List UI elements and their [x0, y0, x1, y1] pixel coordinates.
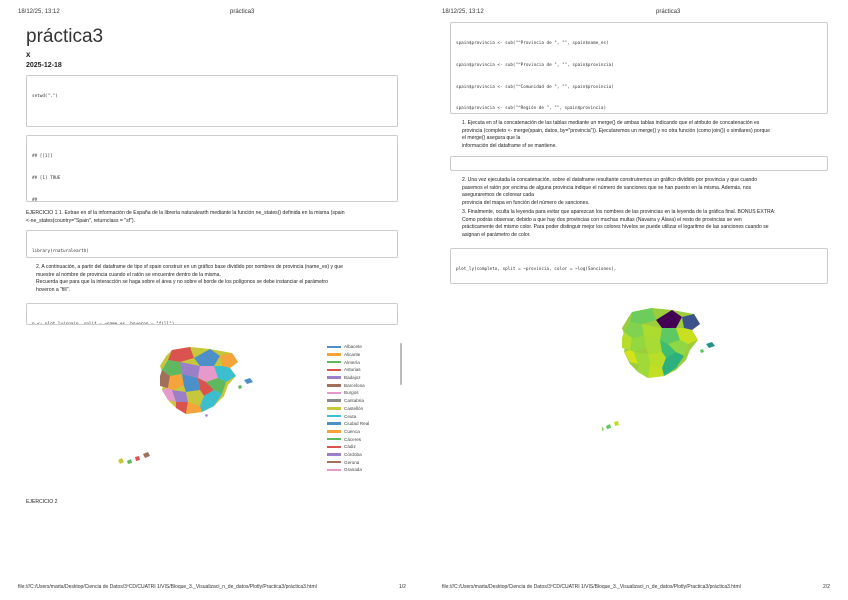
canary-islands: [602, 421, 619, 432]
text-line: provincia del mapa en función del número de sanciones.: [462, 199, 590, 206]
text-line: muestre al nombre de provincia cuando el ratón se encuentre dentro de la misma.: [36, 271, 221, 278]
legend-swatch: [327, 422, 341, 425]
text-line: pasemos el ratón por encima de alguna provincia indique el número de sanciones que se han puesto en la misma. Además, nos: [462, 184, 752, 191]
text-line: Como podrás observar, debido a que hay dos provincias con muchas multas (Navarra y Álava) el resto de provincias se ven: [462, 216, 742, 223]
legend-swatch: [327, 353, 341, 356]
text-line: 1. Ejecuta en sf la concatenación de las tablas mediante un merge() de ambas tablas indicando que el atributo de concatenación es: [462, 120, 760, 126]
legend-swatch: [327, 346, 341, 349]
legend-item[interactable]: [327, 451, 397, 459]
legend-item[interactable]: [327, 366, 397, 374]
legend-swatch: [327, 446, 341, 449]
text-line: Recuerda que para que la interacción se haga sobre el área y no sobre el borde de los polígonos se debe instanciar el parámetro: [36, 279, 328, 286]
legend-label: Barcelona: [344, 382, 365, 388]
legend-swatch: [327, 453, 341, 456]
legend-item[interactable]: [327, 466, 397, 474]
code-line: setwd("."): [32, 94, 58, 100]
text-line: provincia (completo <- merge(spain, datos, by="provincia")). Ejecutaremos un merge() y no otra función (como join()) o similares) porque: [462, 127, 770, 134]
legend-swatch: [327, 369, 341, 372]
text-line: hoveron a "fill".: [36, 286, 70, 293]
legend-swatch: [327, 384, 341, 387]
output-block: [26, 135, 398, 202]
legend-item[interactable]: [327, 397, 397, 405]
footer-path: file:///C:/Users/marta/Desktop/Ciencia de Datos/3ºCD/CUATRI 1/VIS/Bloque_3._Visualizaci_n_de_datos/Plotly/Practica3/práctica3.html: [442, 584, 741, 590]
legend-label: Castellón: [344, 405, 364, 411]
header-datetime: 18/12/25, 13:12: [18, 9, 60, 15]
legend-label: Ciudad Real: [344, 421, 370, 427]
code-line: spain$provincia <- sub("^Provincia de ", "", spain$provincia): [456, 63, 614, 68]
balearic-islands: [700, 342, 715, 353]
output-line: ## [1] TRUE: [32, 176, 61, 181]
legend-label: Granada: [344, 467, 362, 473]
exercise2-heading: EJERCICIO 2: [26, 499, 58, 505]
text-line: 2. A continuación, a partir del dataframe de tipo sf spain construir en un gráfico base dividido por nombres de provincia (name_es) y que: [36, 264, 343, 270]
legend-label: Córdoba: [344, 451, 362, 457]
text-line: asignan el parámetro de color.: [462, 231, 531, 238]
author: x: [26, 50, 31, 59]
legend-label: Cuenca: [344, 428, 360, 434]
balearic-islands: [238, 378, 253, 389]
text-line: <-ne_states(country="Spain", returnclass = "sf").: [26, 217, 136, 224]
code-block-plotly-final: [450, 248, 828, 284]
output-line: ##: [32, 197, 38, 202]
legend-swatch: [327, 399, 341, 402]
legend-label: Cantabria: [344, 398, 364, 404]
code-block-merge: [450, 156, 828, 171]
item2-paragraph: [462, 177, 832, 207]
item1-paragraph: [462, 120, 832, 150]
page-title: práctica3: [26, 26, 104, 47]
legend-item[interactable]: [327, 405, 397, 413]
code-line: library(rnaturalearth): [32, 249, 89, 255]
legend-swatch: [327, 376, 341, 379]
legend-item[interactable]: [327, 443, 397, 451]
header-doc-name: práctica3: [656, 9, 681, 15]
legend-label: Ceuta: [344, 413, 357, 419]
output-line: ## [[1]]: [32, 154, 53, 160]
legend-label: Almería: [344, 359, 360, 365]
legend-swatch: [327, 469, 341, 472]
legend-swatch: [327, 415, 341, 418]
legend-item[interactable]: [327, 420, 397, 428]
legend-swatch: [327, 407, 341, 410]
text-line: prácticamente del mismo color. Para poder distinguir mejor los colores hívelos se puede utilizar el logaritmo de las sanciones cuando se: [462, 224, 769, 231]
legend-label: Gerona: [344, 459, 360, 465]
date: 2025-12-18: [26, 62, 62, 69]
legend-item[interactable]: [327, 351, 397, 359]
item2-paragraph: [36, 264, 406, 294]
legend-item[interactable]: [327, 458, 397, 466]
legend-scrollbar[interactable]: [400, 343, 402, 385]
header-datetime: 18/12/25, 13:12: [442, 9, 484, 15]
code-line: spain$provincia <- sub("^Comunidad de ", "", spain$provincia): [456, 84, 614, 90]
text-line: el merge() asegura que la: [462, 135, 521, 142]
spain-choropleth-map[interactable]: [602, 300, 752, 435]
legend-item[interactable]: [327, 389, 397, 397]
legend-label: Alicante: [344, 352, 361, 358]
text-line: EJERCICIO 1 1. Extrae en sf la información de España de la librería naturalearth mediante la función ne_states() definida en la misma (spain: [26, 210, 345, 216]
legend-label: Cáceres: [344, 436, 362, 442]
code-block-setup: [26, 75, 398, 127]
code-block-plotly: [26, 303, 398, 325]
code-block-naturalearth: [26, 230, 398, 258]
legend-label: Cádiz: [344, 444, 356, 450]
header-doc-name: práctica3: [230, 9, 255, 15]
legend-item[interactable]: [327, 358, 397, 366]
footer-page-number: 2/2: [823, 584, 830, 590]
code-line: p <- plot_ly(spain, split = ~name_es, hoveron = "fill"): [32, 322, 175, 325]
code-line: plot_ly(completo, split = ~provincia, color = ~log(Sanciones),: [456, 267, 617, 273]
legend-label: Asturias: [344, 367, 361, 373]
text-line: 3. Finalmente, oculta la leyenda para evitar que aparezcan los nombres de las provincias en la leyenda de la gráfica final. BONUS EXTRA:: [462, 209, 776, 215]
legend-swatch: [327, 430, 341, 433]
right-page: [424, 0, 848, 600]
text-line: información del dataframe sf se mantiene.: [462, 142, 557, 149]
legend-swatch: [327, 461, 341, 464]
province-legend[interactable]: [327, 343, 397, 475]
canary-islands: [118, 414, 208, 464]
code-line: spain$provincia <- sub("^Provincia de ", "", spain$name_es): [456, 41, 609, 47]
text-line: aseguraremos de colorear cada: [462, 192, 534, 199]
code-line: spain$provincia <- sub("^Región de ", "", spain$provincia): [456, 106, 607, 112]
legend-item[interactable]: [327, 343, 397, 351]
legend-swatch: [327, 392, 341, 395]
legend-item[interactable]: [327, 381, 397, 389]
text-line: 2. Una vez ejecutada la concatenación, sobre el dataframe resultante construiremos un gráfico dividido por provincia y que cuando: [462, 177, 758, 183]
legend-swatch: [327, 438, 341, 441]
exercise1-paragraph: [26, 210, 406, 225]
legend-item[interactable]: [327, 412, 397, 420]
spain-province-map[interactable]: [110, 340, 270, 475]
code-block-provincia-cleanup: [450, 22, 828, 114]
legend-item[interactable]: [327, 374, 397, 382]
footer-page-number: 1/2: [399, 584, 406, 590]
legend-label: Burgos: [344, 390, 359, 396]
code-line: [32, 115, 392, 122]
legend-label: Badajoz: [344, 375, 361, 381]
item3-paragraph: [462, 209, 832, 239]
footer-path: file:///C:/Users/marta/Desktop/Ciencia de Datos/3ºCD/CUATRI 1/VIS/Bloque_3._Visualizaci_n_de_datos/Plotly/Practica3/práctica3.html: [18, 584, 317, 590]
peninsula-provinces: [160, 347, 238, 414]
legend-item[interactable]: [327, 435, 397, 443]
peninsula-provinces: [622, 308, 700, 378]
legend-label: Albacete: [344, 344, 362, 350]
legend-swatch: [327, 361, 341, 364]
legend-item[interactable]: [327, 428, 397, 436]
